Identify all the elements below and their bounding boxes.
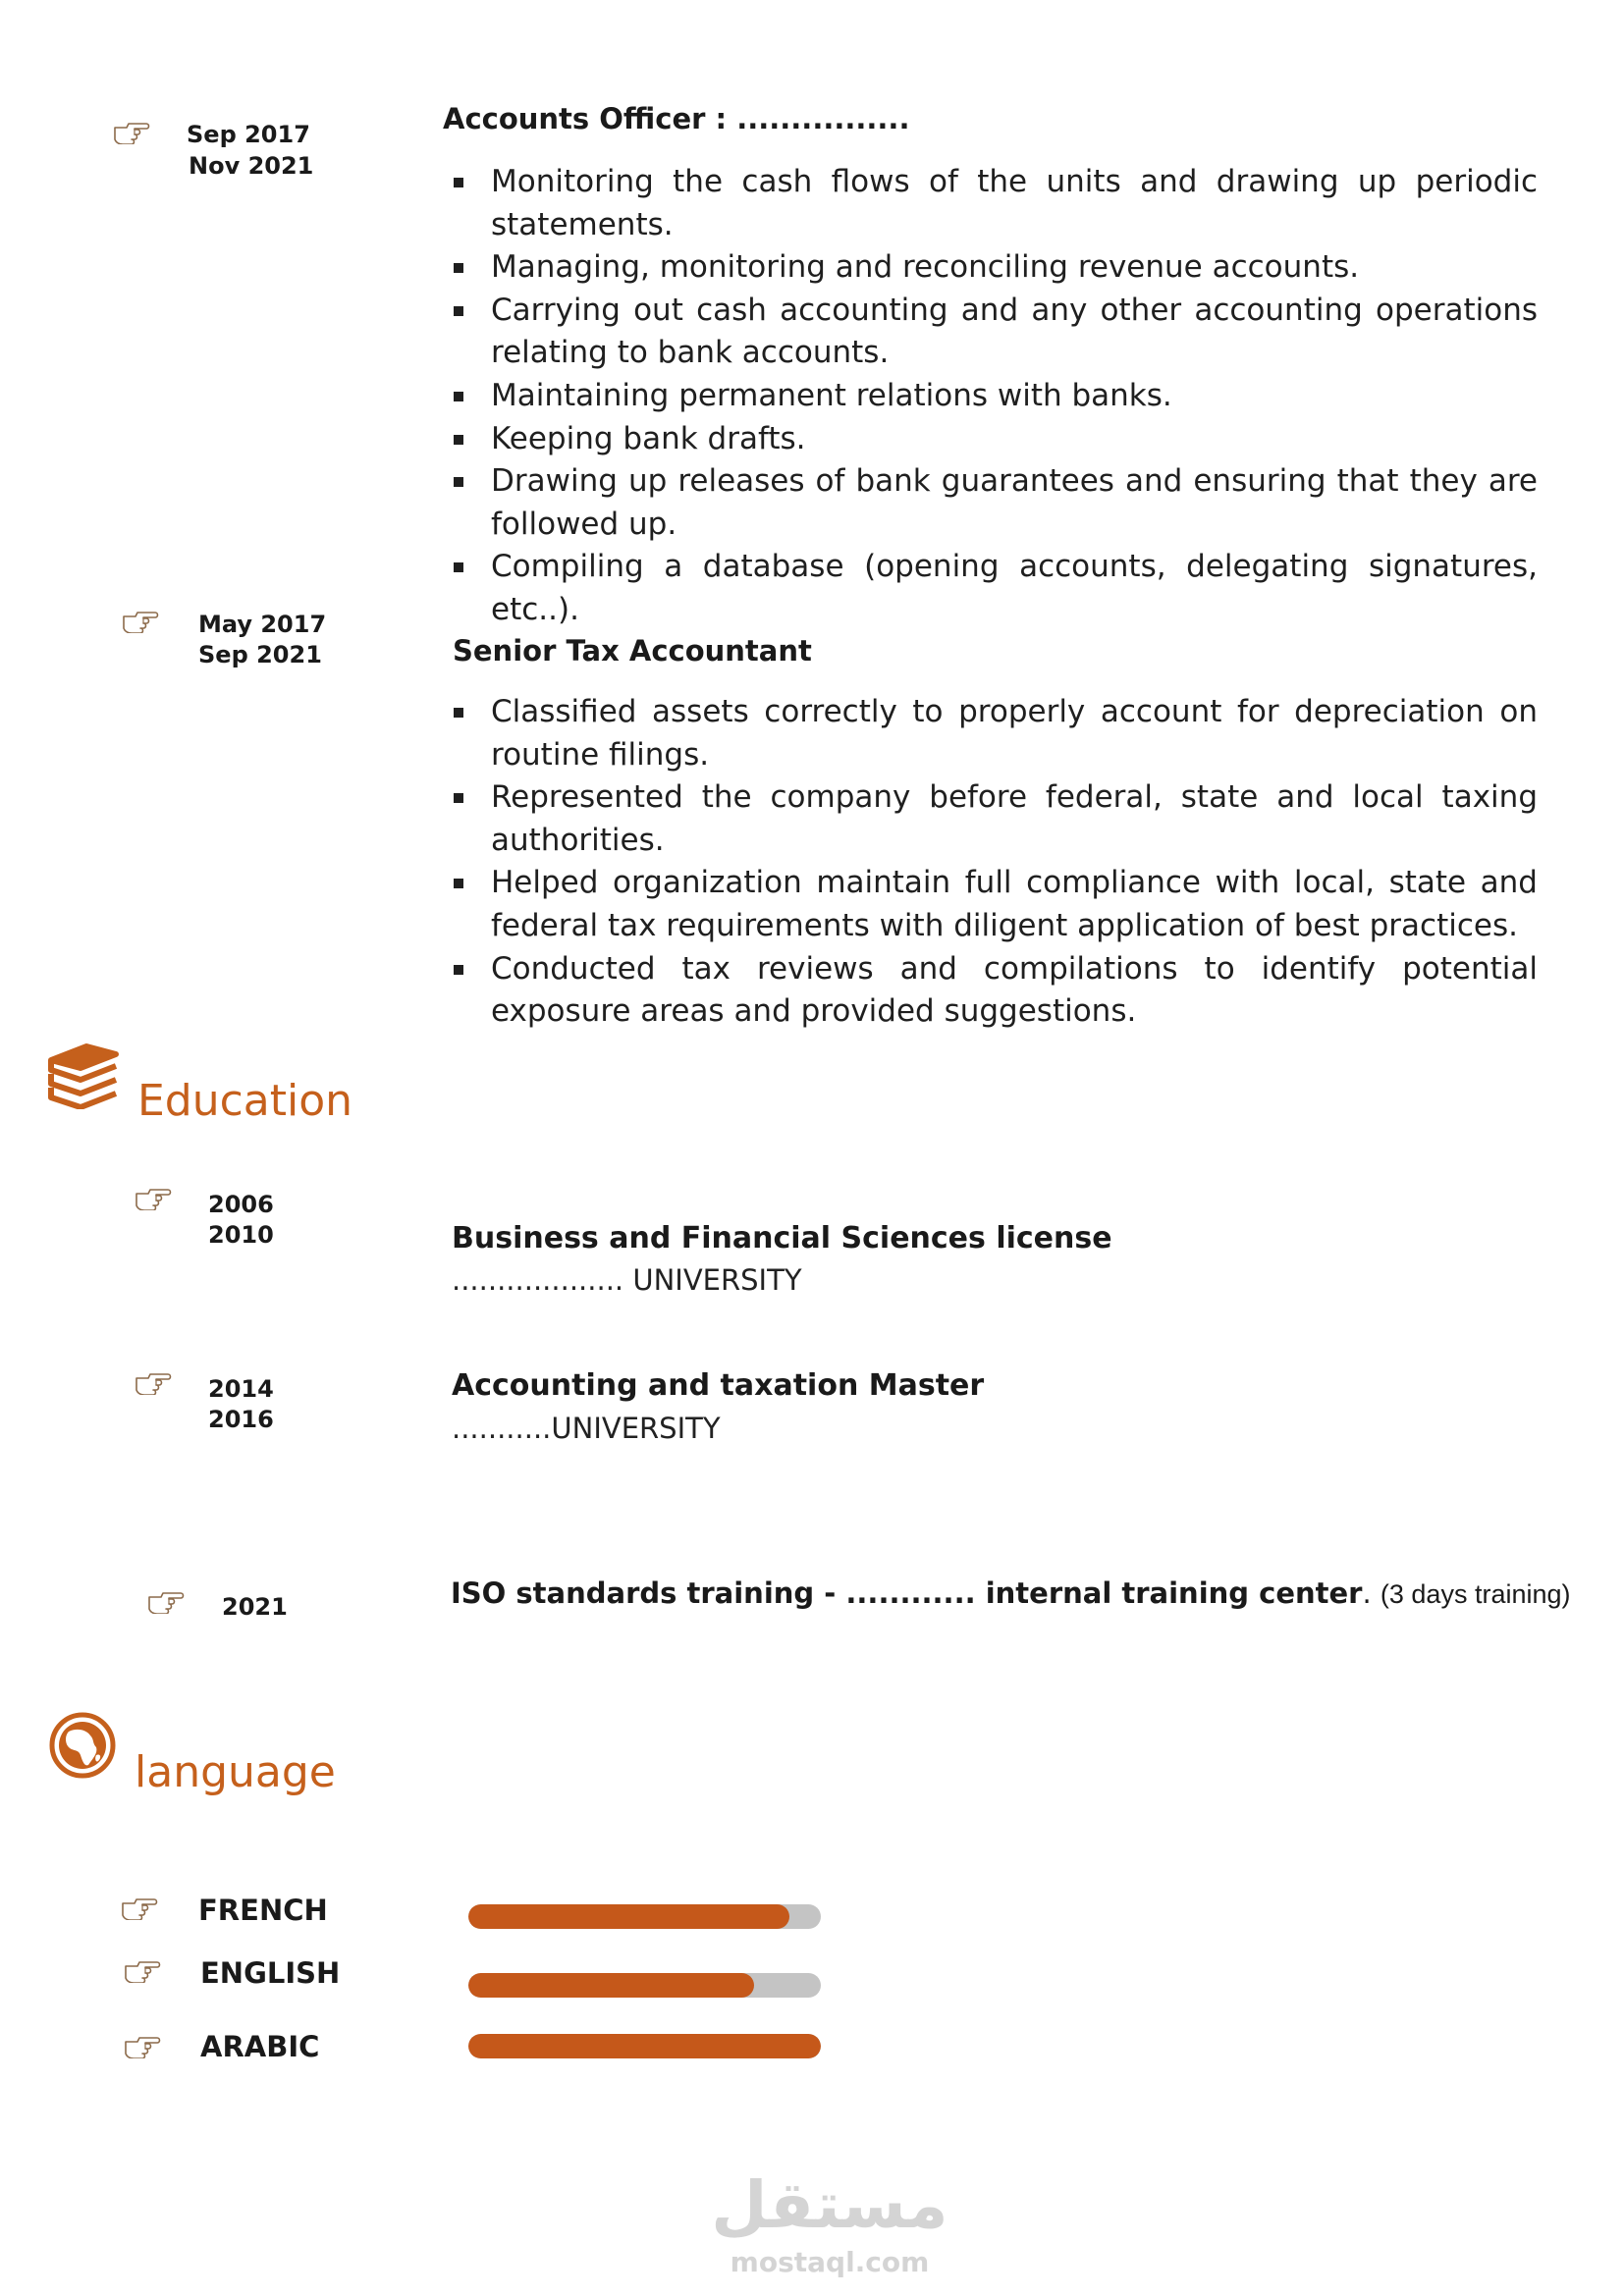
bullet-square-icon [454, 477, 463, 487]
pointing-hand-icon [147, 1588, 185, 1614]
list-item: Classified assets correctly to properly account for depreciation on routine filings. [446, 691, 1538, 776]
language-name: ARABIC [200, 2030, 320, 2063]
edu-degree-title: Business and Financial Sciences license [452, 1221, 1112, 1255]
bullet-square-icon [454, 263, 463, 273]
list-item: Compiling a database (opening accounts, delegating signatures, etc..). [446, 546, 1538, 631]
books-icon [45, 1039, 122, 1109]
bullet-square-icon [454, 879, 463, 888]
bullet-square-icon [454, 708, 463, 718]
edu-year-start: 2006 [208, 1191, 274, 1218]
edu-degree-title: Accounting and taxation Master [452, 1368, 985, 1403]
pointing-hand-icon [124, 1957, 161, 1983]
job-date-start: Sep 2017 [187, 121, 310, 148]
job-date-start: May 2017 [198, 611, 327, 638]
list-item: Managing, monitoring and reconciling revenue accounts. [446, 246, 1538, 290]
bullet-square-icon [454, 965, 463, 975]
edu-year-start: 2014 [208, 1375, 274, 1403]
job-duties-list [446, 691, 1538, 1034]
list-item: Represented the company before federal, state and local taxing authorities. [446, 776, 1538, 862]
job-title: Accounts Officer : ................ [443, 102, 910, 135]
language-name: ENGLISH [200, 1956, 341, 1990]
job-date-end: Nov 2021 [189, 152, 314, 180]
training-year: 2021 [222, 1593, 288, 1621]
pointing-hand-icon [124, 2033, 161, 2058]
section-title-education: Education [137, 1076, 353, 1126]
pointing-hand-icon [135, 1369, 172, 1395]
edu-year-end: 2016 [208, 1406, 274, 1433]
edu-year-end: 2010 [208, 1221, 274, 1249]
list-item: Conducted tax reviews and compilations to identify potential exposure areas and provided suggestions. [446, 948, 1538, 1034]
watermark-url: mostaql.com [730, 2246, 930, 2278]
list-item: Monitoring the cash flows of the units and drawing up periodic statements. [446, 161, 1538, 246]
language-level-bar [468, 1973, 821, 1998]
bullet-square-icon [454, 793, 463, 803]
bullet-square-icon [454, 562, 463, 572]
job-duties-list [446, 161, 1538, 632]
list-item: Maintaining permanent relations with banks. [446, 375, 1538, 418]
pointing-hand-icon [122, 608, 159, 633]
language-level-bar [468, 2034, 821, 2058]
pointing-hand-icon [135, 1185, 172, 1210]
list-item: Drawing up releases of bank guarantees and ensuring that they are followed up. [446, 460, 1538, 546]
language-level-fill [468, 1973, 754, 1998]
bullet-square-icon [454, 392, 463, 401]
list-item: Keeping bank drafts. [446, 418, 1538, 461]
training-entry: ISO standards training - ............ internal training center. (3 days training) [451, 1576, 1571, 1610]
bullet-square-icon [454, 178, 463, 187]
watermark-logo: مستقل [711, 2167, 948, 2243]
section-title-language: language [135, 1747, 336, 1797]
language-name: FRENCH [198, 1894, 328, 1927]
language-level-fill [468, 1904, 789, 1929]
list-item: Helped organization maintain full compliance with local, state and federal tax requirements with diligent application of best practices. [446, 862, 1538, 947]
globe-icon [47, 1710, 118, 1781]
pointing-hand-icon [113, 119, 150, 144]
language-level-fill [468, 2034, 821, 2058]
bullet-square-icon [454, 435, 463, 445]
job-date-end: Sep 2021 [198, 641, 322, 668]
list-item: Carrying out cash accounting and any other accounting operations relating to bank accounts. [446, 290, 1538, 375]
job-title: Senior Tax Accountant [453, 634, 812, 667]
training-title: ISO standards training - ............ internal training center [451, 1576, 1363, 1610]
training-note: (3 days training) [1380, 1579, 1571, 1609]
edu-institution: ................... UNIVERSITY [452, 1263, 802, 1297]
pointing-hand-icon [121, 1895, 158, 1920]
bullet-square-icon [454, 306, 463, 316]
edu-institution: ...........UNIVERSITY [452, 1412, 721, 1445]
language-level-bar [468, 1904, 821, 1929]
